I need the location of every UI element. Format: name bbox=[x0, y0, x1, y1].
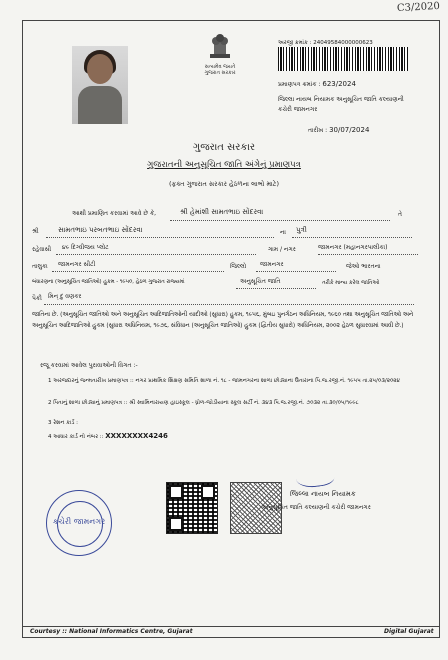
evidence-item-1: 1 અરજદારનું જન્મતારીખ પ્રમાણપત્ર :: નગર પ્રાથમિક શિક્ષણ સમિતિ શાળા નં. ૧૮ - જામનગરના શાળા છોડ્યાના ઉતારાના પિ.જ.રજી.નં. ૧૯૫૫ તા.૨૫/૦૩/૨૦૨૪ bbox=[48, 378, 400, 384]
na-label: ના bbox=[280, 229, 286, 236]
national-emblem-icon bbox=[202, 32, 238, 76]
evidence-item-3: 3 રેશન કાર્ડ : bbox=[48, 420, 79, 426]
signatory-office: અનુસૂચિત જાતિ કલ્યાણની કચેરી જામનગર bbox=[262, 504, 371, 511]
order-text: બંધારણના (અનુસૂચિત જાતિઓ) હુકમ - ૧૯૫૦, હેઠળ ગુજરાત રાજ્યમાં bbox=[32, 279, 185, 285]
footer-divider bbox=[22, 626, 440, 627]
certificate-number-row: પ્રમાણપત્ર ક્રમાંક : 623/2024 bbox=[278, 80, 356, 88]
district-label: જિલ્લો bbox=[230, 263, 247, 270]
signatory-title: જિલ્લા નાયબ નિયામક bbox=[290, 490, 356, 498]
document-title: ગુજરાત સરકાર bbox=[192, 142, 256, 153]
application-number: અરજી ક્રમાંક : 24049584000000623 bbox=[278, 40, 373, 46]
certify-label: આથી પ્રમાણિત કરવામાં આવે છે કે, bbox=[72, 210, 157, 217]
evidence-item-4: 4 આધાર કાર્ડ નો નંબર :: XXXXXXXX4246 bbox=[48, 432, 168, 440]
suffix-te: તે bbox=[398, 211, 402, 218]
issue-date: 30/07/2024 bbox=[329, 126, 370, 134]
address-label: રહેવાસી bbox=[32, 246, 52, 253]
caste-name: મિન્ દુ વણકર bbox=[48, 293, 82, 300]
footer-courtesy: Courtesy :: National Informatics Centre, Gujarat bbox=[30, 628, 193, 635]
barcode bbox=[278, 47, 408, 71]
state-text: જેઓ ભારતના bbox=[346, 263, 381, 270]
qr-code bbox=[166, 482, 218, 534]
candidate-name: શ્રી હેમાંશી સામતભાઇ સોંદરવા bbox=[180, 208, 264, 216]
shri-label: શ્રી bbox=[32, 228, 39, 235]
document-subtitle: ગુજરાતની અનુસૂચિત જાતિ અંગેનું પ્રમાણપત્ર bbox=[147, 160, 301, 170]
relation: પુત્રી bbox=[296, 226, 307, 234]
office-line-1: જિલ્લા નાયબ નિયામક અનુસૂચિત જાતિ કલ્યાણની bbox=[278, 96, 404, 103]
emblem-caption: સત્યમેવ જયતે ગુજરાત સરકાર bbox=[204, 64, 236, 76]
issue-date-row: તારીખ : 30/07/2024 bbox=[308, 126, 370, 134]
taluka: જામનગર સીટી bbox=[58, 261, 96, 268]
recognized-text: તરીકે માન્ય કરેલ જાતિઓ bbox=[322, 280, 380, 286]
district: જામનગર bbox=[260, 261, 284, 268]
aadhaar-number: XXXXXXXX4246 bbox=[105, 432, 168, 440]
footer-brand: Digital Gujarat bbox=[384, 628, 434, 635]
address: ૪૯ દિગ્વીજય પ્લોટ bbox=[62, 244, 109, 251]
caste-label: પૈકી bbox=[32, 295, 42, 302]
applicant-photo bbox=[72, 46, 128, 124]
certificate-number: 623/2024 bbox=[322, 80, 356, 88]
evidence-item-2: 2 પિતાનું શાળા છોડ્યાનું પ્રમાણપત્ર :: શ્રી સ્વામિનારાયણ હાઇસ્કૂલ - ધ્રોળ-જોડીયાના સ્કૂલ સર્ટી નં. ૩૪૩ પિ.જ.રજી.નં. ૭૦૩૨ તા.૩૦/૦૫/૧૯૯૮ bbox=[48, 400, 359, 406]
evidence-heading: રજૂ કરવામાં આવેલ પુરાવાઓની વિગત :- bbox=[40, 362, 138, 369]
taluka-label: તાલુકા bbox=[32, 263, 48, 270]
corner-handwritten-note: C3/2020 bbox=[396, 0, 441, 15]
office-seal: કચેરી જામનગર bbox=[46, 490, 112, 556]
village: જામનગર (મહાનગરપાલીકા) bbox=[318, 244, 388, 251]
scheduled-caste: અનુસૂચિત જાતિ bbox=[240, 278, 281, 285]
village-label: ગામ / નગર bbox=[268, 246, 296, 253]
father-name: સામતભાઇ પરબતભાઇ સોંદરવા bbox=[58, 226, 143, 234]
document-subtitle-note: (ફક્ત ગુજરાત સરકાર હેઠળના લાભો માટે) bbox=[169, 180, 279, 188]
office-line-2: કચેરી જામનગર bbox=[278, 106, 318, 113]
legal-paragraph: જાતિના છે. (અનુસૂચિત જાતિઓ અને અનુસૂચિત આદિજાતિઓની યાદીઓ (સુધારા) હુકમ, ૧૯૫૬, મુંબઇ પુનર્ગઠન અધિનિયમ, ૧૯૬૦ તથા અનુસૂચિત જાતિઓ અને અનુસૂચિત આદિજાતિઓ હુકમ (સુધારા અધિનિયમ, ૧૯૭૬, સંવિધાન (અનુસૂચિત જાતિઓ) હુકમ (દ્વિતીય સુધારો) અધિનિયમ, ૨૦૦૨ હેઠળ સુધારવામાં આવી છે.) bbox=[32, 312, 414, 329]
